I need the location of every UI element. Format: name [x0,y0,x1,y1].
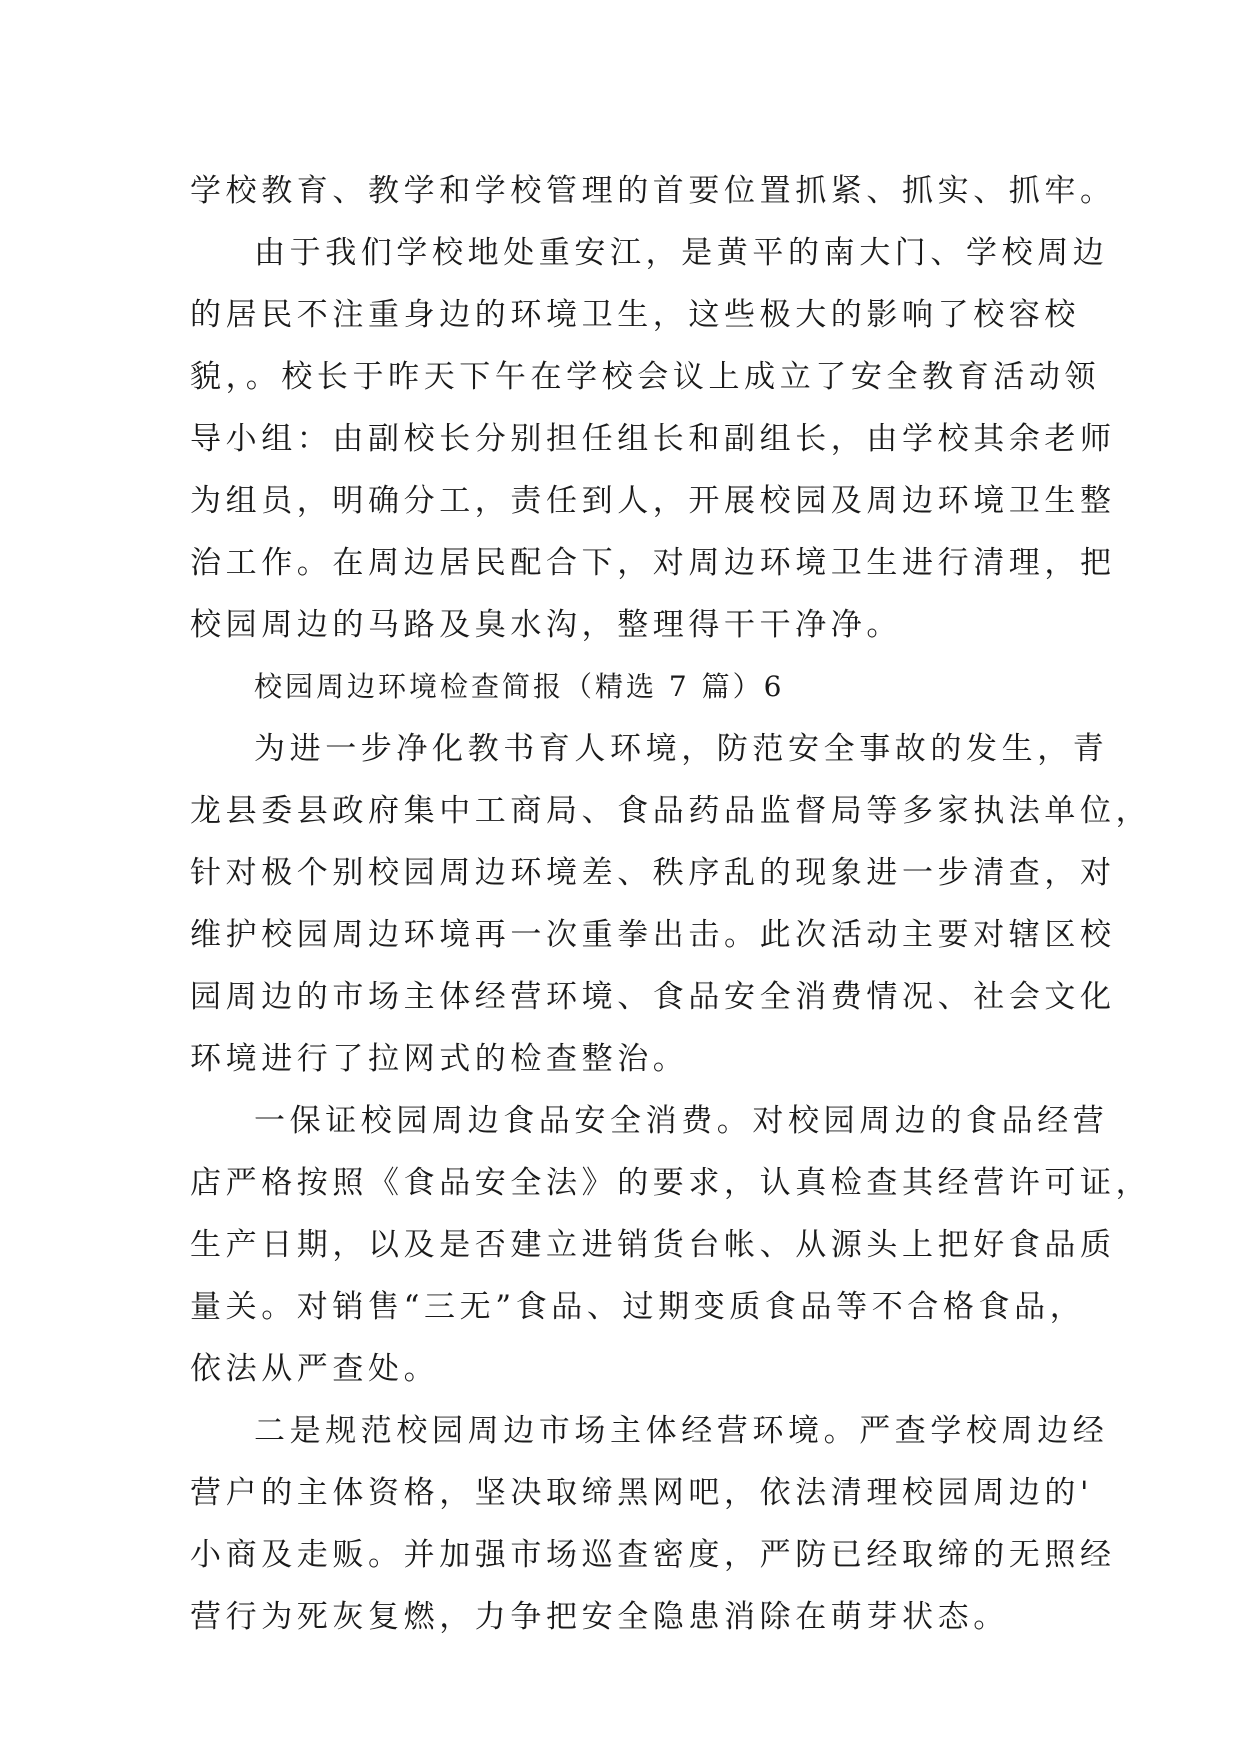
paragraph-start-line: 为进一步净化教书育人环境，防范安全事故的发生，青 [254,731,1109,767]
text-line: 营行为死灰复燃，力争把安全隐患消除在萌芽状态。 [190,1599,1009,1635]
text-line: 依法从严查处。 [190,1351,440,1387]
paragraph-start-line: 一保证校园周边食品安全消费。对校园周边的食品经营 [254,1103,1109,1139]
text-line: 貌，。校长于昨天下午在学校会议上成立了安全教育活动领 [190,359,1101,395]
text-line: 园周边的市场主体经营环境、食品安全消费情况、社会文化 [190,979,1116,1015]
text-line: 生产日期，以及是否建立进销货台帐、从源头上把好食品质 [190,1227,1116,1263]
document-body [190,160,1152,1648]
text-line: 治工作。在周边居民配合下，对周边环境卫生进行清理，把 [190,545,1116,581]
section-heading: 校园周边环境检查简报（精选 7 篇）6 [254,670,785,703]
text-line: 店严格按照《食品安全法》的要求，认真检查其经营许可证， [190,1165,1152,1201]
text-line: 小商及走贩。并加强市场巡查密度，严防已经取缔的无照经 [190,1537,1116,1573]
text-line: 导小组：由副校长分别担任组长和副组长，由学校其余老师 [190,421,1116,457]
text-line: 龙县委县政府集中工商局、食品药品监督局等多家执法单位， [190,793,1152,829]
text-line: 的居民不注重身边的环境卫生，这些极大的影响了校容校 [190,297,1080,333]
text-line: 针对极个别校园周边环境差、秩序乱的现象进一步清查，对 [190,855,1116,891]
text-line: 为组员，明确分工，责任到人，开展校园及周边环境卫生整 [190,483,1116,519]
text-line: 量关。对销售“三无”食品、过期变质食品等不合格食品， [190,1289,1086,1325]
text-line: 校园周边的马路及臭水沟，整理得干干净净。 [190,607,902,643]
text-line: 环境进行了拉网式的检查整治。 [190,1041,689,1077]
paragraph-start-line: 由于我们学校地处重安江，是黄平的南大门、学校周边 [254,235,1109,271]
paragraph-start-line: 二是规范校园周边市场主体经营环境。严查学校周边经 [254,1413,1109,1449]
text-line: 维护校园周边环境再一次重拳出击。此次活动主要对辖区校 [190,917,1116,953]
text-line: 学校教育、教学和学校管理的首要位置抓紧、抓实、抓牢。 [190,173,1116,209]
text-line: 营户的主体资格，坚决取缔黑网吧，依法清理校园周边的' [190,1475,1094,1511]
